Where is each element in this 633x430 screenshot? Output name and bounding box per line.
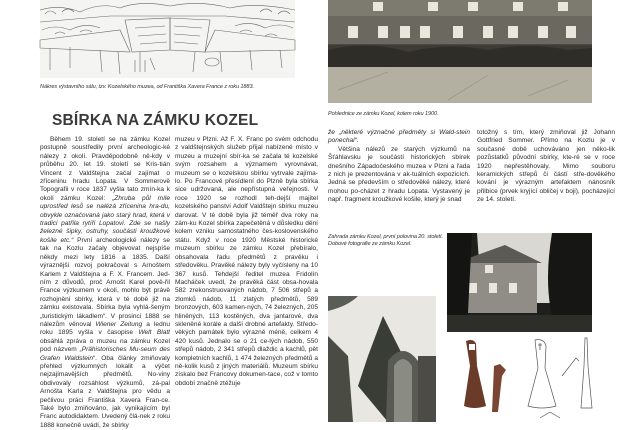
gothic-arch-image — [328, 296, 436, 422]
helmet-nasal-guard-image — [460, 336, 620, 422]
col1-text-e: “. Oba články zmiňovaly přehled výzkumných lokalit a výčet nejzajímavějších předmětů. No-viny obdivovaly rozsáhlost výzkumů, zá-pal Arnošta Karla z Valdštejna pro vědu a pečlivou práci Františka Xavera Fran-ce. Také bylo zmiňováno, jak vynikajícím byl Franc autodidaktem. Uvedený člá-nek z roku 1888 konečně uvádí, že sbírky — [40, 354, 170, 429]
col1-text-a: Během 19. století se na zámku Kozel postupně soustředily první archeologic-ké nálezy z okolí. Pravděpodobně ně-kdy v průběhu 20. let 19. století se Kris-tián Vincent z Valdštejna začal zajímat o zříceninu hradu Lopata. V Sommerově Topografii v roce 1837 vyšla tato zmín-ka k okolí zámku Kozel: — [40, 136, 170, 202]
col3-paragraph: Většina nálezů ze starých výzkumů na Šťáhlavsku je součástí historických sbírek dnešního Západočeského muzea v Plzni a řada z nich je prezentována v ak-tuálních expozicích. Jedná se především o středověké nálezy, které mohou po-cházet z hradu Lopata. Vystavený je např. fragment kroužkové košile, který je snad — [328, 145, 470, 204]
col3-quote: že „některé význačné předměty si Wald-stein ponechal“. — [328, 129, 470, 145]
postcard-photo — [328, 0, 592, 103]
villa-garden-photo — [447, 233, 592, 332]
museum-drawing-caption: Nákres výstavního sálu, tzv. Kozelského muzea, od Františka Xavera France z roku 1883. — [40, 84, 254, 90]
col1-text-d: obsáhlá zpráva o muzeu na zámku Kozel pod názvem „ — [40, 337, 170, 354]
garden-caption-line-2: Dobové fotografie ze zámku Kozel. — [328, 241, 412, 247]
col4-text: totožný s tím, který zmiňoval již Johann Gottfried Sommer. Přímo na Kozlu je v současné době uchováváno jen něko-lik pozůstatků původní sbírky, kte-ré se v roce 1920 nepřestěhovaly. Mimo souboru keramických střepů či částí stře-dověkého kování je výrazným artefaktem nánosník přilbice (prvek kryjící obličej v boji), pocházející ze 14. století. — [477, 129, 615, 204]
sommer-quote: „Zhruba půl míle uprostřed lesů se nalézá zřícenina hra-du, obvykle označovaná jako starý hrad, která v tradici patřila rytíři Lopatovi. Zde se našly železné šipky, ostruhy, součásti kroužkové košile etc.“ — [40, 194, 171, 244]
welt-blatt-title: Welt Blatt — [138, 329, 170, 337]
col2-text: muzeu v Plzni. Až F. X. Franc po svém odchodu z valdštejnských služeb přijal nabízené místo v muzeu a muzejní sbír-ka se začala té kozelské svým rozsahem a významem vyrovnávat, muzeum se o kozelskou sbírku vytrvale zajíma-lo. Po Francově přesídlení do Plzně byla sbírka sice udržovaná, ale nepřístupná veřejnosti. V roce 1920 se rozhodl teh-dejší majitel kozelského panství Adolf Valdštejn sbírku muzeu darovat. V té době byla již téměř dva roky na zám-ku Kozel sbírka zapečetěná v důsledku dění kolem vzniku samostatného čes-koslovenského státu. Když v roce 1920 Městské historické muzeum sbírku ze zámku Kozel přebíralo, obsahovala řadu předmětů z pravěku i středověku. Pravěké nálezy byly vyčísleny na 10 367 kusů. Tehdejší ředitel muzea Fridolín Macháček uvedl, že pravěká část obsa-hovala 582 zrekonstruovaných nádob, 7 506 střepů a zlomků nádob, 11 zlatých předmětů, 589 bronzových, 603 kamen-ných, 74 železných, 205 hliněných, 113 kostěných, dva jantarové, dva skleněné korále a další drobné artefakty. Středo-věkých památek bylo výrazně méně, celkem 4 420 kusů. Jednalo se o 21 ce-lých nádob, 550 střepů nádob, 2 341 střepů dlaždic a kachlů, pět kompletních kachlů, 1 474 železných předmětů a ně-kolik kusů z jiných materiálů. Muzeum sbírku získalo bez Francovy dokumen-tace, což v tomto období značně ztěžuje — [175, 136, 318, 387]
ruin-photo — [328, 296, 436, 422]
article-column-3 — [328, 129, 470, 221]
article-title: SBÍRKA NA ZÁMKU KOZEL — [52, 112, 259, 129]
garden-caption-line-1: Zahrada zámku Kozel, první polovina 20. století. — [328, 234, 443, 240]
article-column-4 — [477, 129, 615, 209]
wiener-zeitung-title: Wiener Zeitung — [95, 320, 143, 328]
museum-article-title: Prähistorisches Mu-seum des Grafen Waldstein — [40, 346, 170, 362]
museum-drawing-image — [40, 0, 295, 78]
col1-text-b: První archeologické nálezy se tak na Kozlu začaly objevovat nejspíše někdy mezi lety 1816 a 1835. Další výraznější rozvoj pokračoval s Arnoštem Karlem z Valdštejna a F. X. Francem. Jed-ním z důvodů, proč Arnošt Karel pově-řil France výzkumem v okolí, mohlo být právě rozhojnění sbírky, která v té době již na zámku existovala. Sbírka byla vyhlá-šeným „turistickým lákadlem“. V prosinci 1888 se nálezům věnoval — [40, 236, 170, 328]
col1-text-c: a lednu roku 1895 vyšla v časopise — [40, 320, 170, 337]
museum-drawing-sketch — [40, 0, 295, 78]
postcard-caption: Pohlednice ze zámku Kozel, kolem roku 1900. — [328, 111, 439, 117]
villa-image — [447, 233, 592, 332]
castle-postcard-image — [328, 0, 592, 103]
article-column-2 — [175, 136, 318, 422]
nasal-guard-illustration — [460, 336, 620, 422]
article-column-1 — [40, 136, 171, 429]
